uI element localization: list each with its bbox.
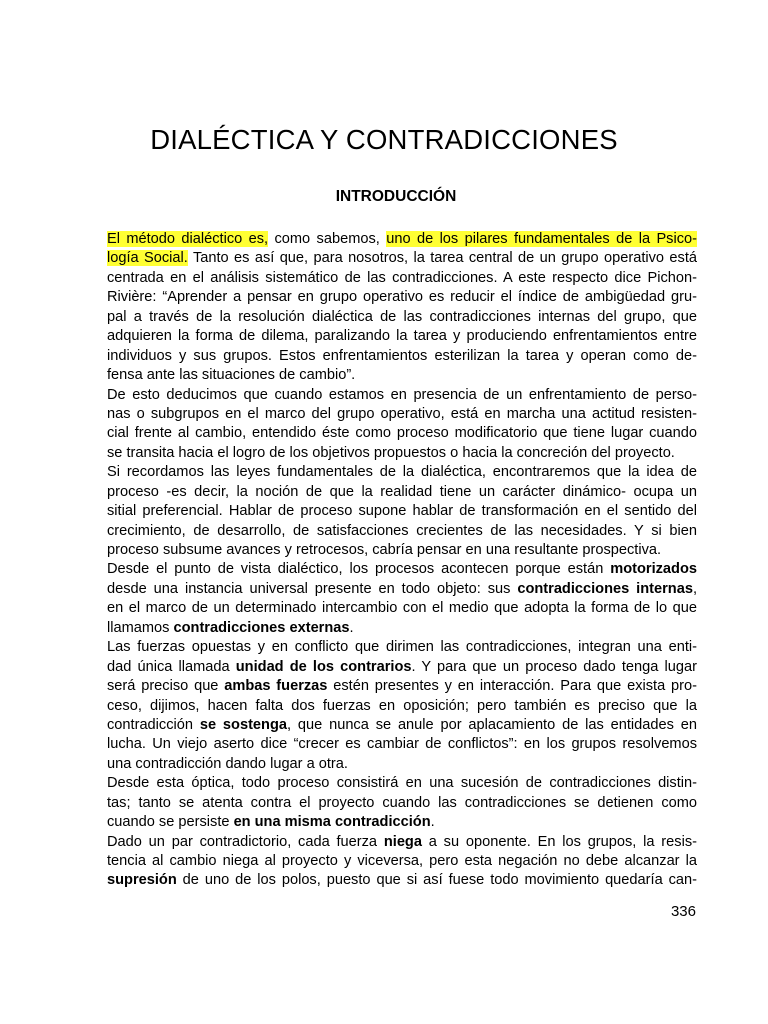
text-line xyxy=(107,347,697,366)
text-run: estén presentes y en interacción. Para que exista pro- xyxy=(327,678,697,695)
bold-text: ambas fuerzas xyxy=(224,678,328,695)
text-run: en el marco de un determinado intercambio con el medio que adopta la forma de lo que xyxy=(107,600,697,617)
text-line xyxy=(107,269,697,288)
bold-text: motorizados xyxy=(610,561,697,578)
text-line xyxy=(107,619,697,638)
text-line xyxy=(107,327,697,346)
highlighted-text: El método dialéctico es, xyxy=(107,231,269,247)
text-line xyxy=(107,288,697,307)
text-line xyxy=(107,638,697,657)
text-line xyxy=(107,560,697,579)
text-line xyxy=(107,249,697,268)
text-line xyxy=(107,522,697,541)
text-run: proceso -es decir, la noción de que la realidad tiene un carácter dinámico- ocupa un xyxy=(107,483,697,500)
text-line xyxy=(107,541,697,560)
text-line xyxy=(107,677,697,696)
text-run: se transita hacia el logro de los objetivos propuestos o hacia la concreción del proyecto. xyxy=(107,444,675,461)
text-line xyxy=(107,871,697,890)
text-run: individuos y sus grupos. Estos enfrentamientos esterilizan la tarea y operan como de- xyxy=(107,347,697,364)
text-run: Dado un par contradictorio, cada fuerza xyxy=(107,833,384,850)
text-run: será preciso que xyxy=(107,678,225,695)
text-line xyxy=(107,424,697,443)
text-run: De esto deducimos que cuando estamos en presencia de un enfrentamiento de perso- xyxy=(107,386,697,403)
page-number: 336 xyxy=(670,903,696,920)
text-line xyxy=(107,716,697,735)
text-line xyxy=(107,813,697,832)
text-run: una contradicción dando lugar a otra. xyxy=(107,755,348,772)
text-run: Si recordamos las leyes fundamentales de la dialéctica, encontraremos que la idea de xyxy=(107,464,697,481)
text-run: centrada en el análisis sistemático de las contradicciones. A este respecto dice Pichon- xyxy=(107,269,697,286)
text-run: pal a través de la resolución dialéctica de las contradicciones internas del grupo, que xyxy=(107,308,697,325)
text-run: desde una instancia universal presente en todo objeto: sus xyxy=(107,580,518,597)
text-run: Tanto es así que, para nosotros, la tarea central de un grupo operativo está xyxy=(187,250,697,267)
text-line xyxy=(107,833,697,852)
text-run: dad única llamada xyxy=(107,658,236,675)
text-run: , xyxy=(692,580,697,597)
body-text xyxy=(107,230,697,891)
text-run: llamamos xyxy=(107,619,174,636)
text-run: tencia al cambio niega al proyecto y viceversa, pero esta negación no debe alcanzar la xyxy=(107,853,697,869)
text-line xyxy=(107,230,697,249)
text-line xyxy=(107,366,697,385)
text-line xyxy=(107,658,697,677)
text-line xyxy=(107,308,697,327)
bold-text: en una misma contradicción xyxy=(233,814,431,831)
text-run: Las fuerzas opuestas y en conflicto que dirimen las contradicciones, integran una enti- xyxy=(107,639,697,656)
text-line xyxy=(107,697,697,716)
text-line xyxy=(107,852,697,871)
text-run: contradicción xyxy=(107,716,200,733)
text-run: de uno de los polos, puesto que si así fuese todo movimiento quedaría can- xyxy=(176,872,697,889)
bold-text: supresión xyxy=(107,872,177,889)
bold-text: se sostenga xyxy=(199,716,287,733)
highlighted-text: logía Social. xyxy=(107,250,188,267)
text-line xyxy=(107,794,697,813)
text-run: . xyxy=(430,814,435,831)
text-run: como sabemos, xyxy=(268,231,387,247)
text-run: , que nunca se anule por aplacamiento de las entidades en xyxy=(287,716,697,733)
bold-text: unidad de los contrarios xyxy=(235,658,412,675)
section-heading: INTRODUCCIÓN xyxy=(335,188,457,205)
text-run: adquieren la forma de dilema, paralizando la tarea y produciendo enfrentamientos entre xyxy=(107,328,697,345)
text-line xyxy=(107,444,697,463)
text-run: . xyxy=(349,619,354,636)
text-line xyxy=(107,755,697,774)
text-run: nas o subgrupos en el marco del grupo operativo, está en marcha una actitud resisten- xyxy=(107,405,697,422)
text-line xyxy=(107,502,697,521)
text-run: fensa ante las situaciones de cambio”. xyxy=(107,367,356,384)
text-run: proceso subsume avances y retrocesos, cabría pensar en una resultante prospectiva. xyxy=(107,542,662,558)
text-run: cuando se persiste xyxy=(107,814,234,831)
page-title: DIALÉCTICA Y CONTRADICCIONES xyxy=(150,124,618,155)
bold-text: contradicciones externas xyxy=(173,619,350,636)
text-line xyxy=(107,463,697,482)
text-line xyxy=(107,735,697,754)
text-run: ceso, dijimos, hacen falta dos fuerzas en oposición; pero también es preciso que la xyxy=(107,697,697,714)
text-line xyxy=(107,599,697,618)
text-line xyxy=(107,386,697,405)
text-run: sitial preferencial. Hablar de proceso supone hablar de transformación en el sentido del xyxy=(107,503,697,520)
text-run: tas; tanto se atenta contra el proyecto cuando las contradicciones se detienen como xyxy=(107,794,697,811)
text-line xyxy=(107,580,697,599)
text-line xyxy=(107,774,697,793)
text-run: Rivière: “Aprender a pensar en grupo operativo es reducir el índice de ambigüedad gru- xyxy=(107,289,697,306)
text-run: Desde esta óptica, todo proceso consistirá en una sucesión de contradicciones distin- xyxy=(107,775,697,792)
text-run: Desde el punto de vista dialéctico, los procesos acontecen porque están xyxy=(107,561,611,578)
text-run: lucha. Un viejo aserto dice “crecer es cambiar de conflictos”: en los grupos resolvemos xyxy=(107,736,697,753)
text-line xyxy=(107,483,697,502)
text-line xyxy=(107,405,697,424)
bold-text: contradicciones internas xyxy=(517,580,693,597)
highlighted-text: uno de los pilares fundamentales de la Psico- xyxy=(386,231,697,247)
bold-text: niega xyxy=(383,833,422,850)
text-run: cial frente al cambio, entendido éste como proceso modificatorio que tiene lugar cuando xyxy=(107,425,697,442)
text-run: crecimiento, de desarrollo, de satisfacciones crecientes de las necesidades. Y si bien xyxy=(107,522,697,539)
text-run: . Y para que un proceso dado tenga lugar xyxy=(411,658,697,675)
text-run: a su oponente. En los grupos, la resis- xyxy=(421,833,697,850)
